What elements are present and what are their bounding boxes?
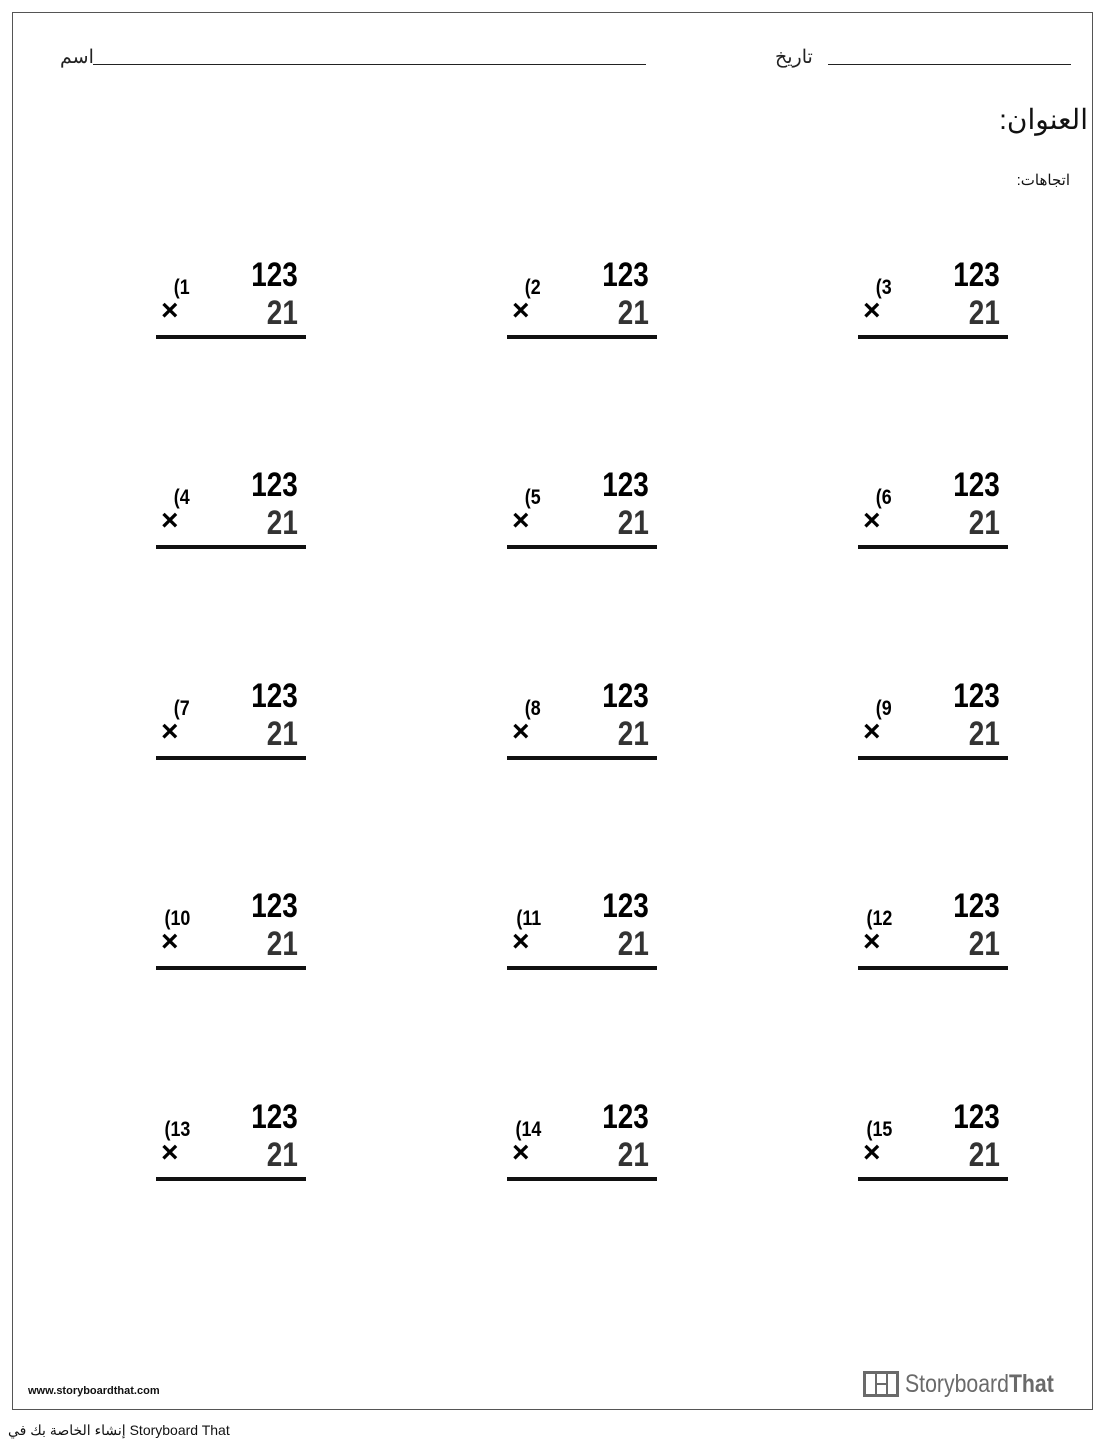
problem-number: (6 xyxy=(876,486,892,509)
multiplier: 21 xyxy=(266,925,298,963)
multiplicand: 123 xyxy=(251,1098,298,1136)
multiplicand: 123 xyxy=(602,1098,649,1136)
problem-5 xyxy=(507,468,657,558)
worksheet-title: العنوان: xyxy=(999,104,1088,135)
problem-number: (5 xyxy=(525,486,541,509)
answer-line[interactable] xyxy=(156,1177,306,1181)
multiplicand: 123 xyxy=(602,677,649,715)
multiplier: 21 xyxy=(266,1136,298,1174)
problem-1 xyxy=(156,258,306,348)
multiplier: 21 xyxy=(617,925,649,963)
multiply-sign-icon: × xyxy=(161,715,179,748)
multiplier: 21 xyxy=(968,715,1000,753)
multiply-sign-icon: × xyxy=(863,1136,881,1169)
name-line[interactable] xyxy=(93,64,646,65)
problem-6 xyxy=(858,468,1008,558)
problem-12 xyxy=(858,889,1008,979)
multiplicand: 123 xyxy=(953,677,1000,715)
credit-line: إنشاء الخاصة بك في Storyboard That xyxy=(8,1422,230,1438)
multiplicand: 123 xyxy=(251,677,298,715)
multiplicand: 123 xyxy=(953,1098,1000,1136)
multiplier: 21 xyxy=(617,715,649,753)
answer-line[interactable] xyxy=(507,756,657,760)
problem-8 xyxy=(507,679,657,769)
multiply-sign-icon: × xyxy=(161,1136,179,1169)
problem-10 xyxy=(156,889,306,979)
problem-number: (3 xyxy=(876,276,892,299)
multiply-sign-icon: × xyxy=(512,294,530,327)
problem-7 xyxy=(156,679,306,769)
answer-line[interactable] xyxy=(507,545,657,549)
problem-3 xyxy=(858,258,1008,348)
problem-2 xyxy=(507,258,657,348)
multiply-sign-icon: × xyxy=(161,925,179,958)
answer-line[interactable] xyxy=(156,545,306,549)
answer-line[interactable] xyxy=(507,1177,657,1181)
problem-11 xyxy=(507,889,657,979)
multiplicand: 123 xyxy=(602,887,649,925)
problem-number: (11 xyxy=(516,907,541,930)
answer-line[interactable] xyxy=(858,335,1008,339)
problem-13 xyxy=(156,1100,306,1190)
answer-line[interactable] xyxy=(156,335,306,339)
multiply-sign-icon: × xyxy=(161,504,179,537)
multiply-sign-icon: × xyxy=(512,1136,530,1169)
answer-line[interactable] xyxy=(156,756,306,760)
multiply-sign-icon: × xyxy=(512,715,530,748)
problem-number: (8 xyxy=(525,697,541,720)
answer-line[interactable] xyxy=(858,756,1008,760)
multiply-sign-icon: × xyxy=(863,504,881,537)
multiplicand: 123 xyxy=(251,466,298,504)
date-label: تاريخ xyxy=(775,47,813,68)
problem-9 xyxy=(858,679,1008,769)
worksheet-page xyxy=(12,12,1093,1410)
multiplicand: 123 xyxy=(953,256,1000,294)
problem-number: (10 xyxy=(164,907,190,930)
footer-url: www.storyboardthat.com xyxy=(28,1385,160,1397)
multiply-sign-icon: × xyxy=(863,715,881,748)
multiplier: 21 xyxy=(266,504,298,542)
multiplicand: 123 xyxy=(602,466,649,504)
answer-line[interactable] xyxy=(858,545,1008,549)
problem-number: (7 xyxy=(174,697,190,720)
storyboard-logo-icon xyxy=(863,1371,899,1397)
name-label: اسم xyxy=(60,47,94,68)
multiplier: 21 xyxy=(968,1136,1000,1174)
multiplier: 21 xyxy=(617,504,649,542)
multiply-sign-icon: × xyxy=(512,504,530,537)
problem-number: (4 xyxy=(174,486,190,509)
answer-line[interactable] xyxy=(507,335,657,339)
multiplier: 21 xyxy=(266,294,298,332)
problem-4 xyxy=(156,468,306,558)
multiply-sign-icon: × xyxy=(863,294,881,327)
problem-14 xyxy=(507,1100,657,1190)
answer-line[interactable] xyxy=(858,1177,1008,1181)
answer-line[interactable] xyxy=(156,966,306,970)
multiplier: 21 xyxy=(968,294,1000,332)
multiplier: 21 xyxy=(266,715,298,753)
multiplicand: 123 xyxy=(953,466,1000,504)
multiplicand: 123 xyxy=(602,256,649,294)
problem-number: (1 xyxy=(174,276,190,299)
logo-text-part2: That xyxy=(1008,1369,1054,1398)
multiplicand: 123 xyxy=(251,887,298,925)
multiplier: 21 xyxy=(617,1136,649,1174)
problem-number: (15 xyxy=(866,1118,892,1141)
logo-text-part1: Storyboard xyxy=(904,1369,1009,1398)
multiply-sign-icon: × xyxy=(161,294,179,327)
problem-number: (12 xyxy=(866,907,892,930)
problem-15 xyxy=(858,1100,1008,1190)
problem-number: (9 xyxy=(876,697,892,720)
multiplicand: 123 xyxy=(251,256,298,294)
problem-number: (2 xyxy=(525,276,541,299)
answer-line[interactable] xyxy=(507,966,657,970)
multiplier: 21 xyxy=(617,294,649,332)
answer-line[interactable] xyxy=(858,966,1008,970)
problem-number: (13 xyxy=(164,1118,190,1141)
logo-text xyxy=(905,1370,1054,1399)
directions-label: اتجاهات: xyxy=(1016,172,1070,189)
date-line[interactable] xyxy=(828,64,1071,65)
multiplicand: 123 xyxy=(953,887,1000,925)
multiply-sign-icon: × xyxy=(863,925,881,958)
multiplier: 21 xyxy=(968,504,1000,542)
multiply-sign-icon: × xyxy=(512,925,530,958)
storyboardthat-logo xyxy=(863,1369,1080,1399)
problem-number: (14 xyxy=(515,1118,541,1141)
multiplier: 21 xyxy=(968,925,1000,963)
